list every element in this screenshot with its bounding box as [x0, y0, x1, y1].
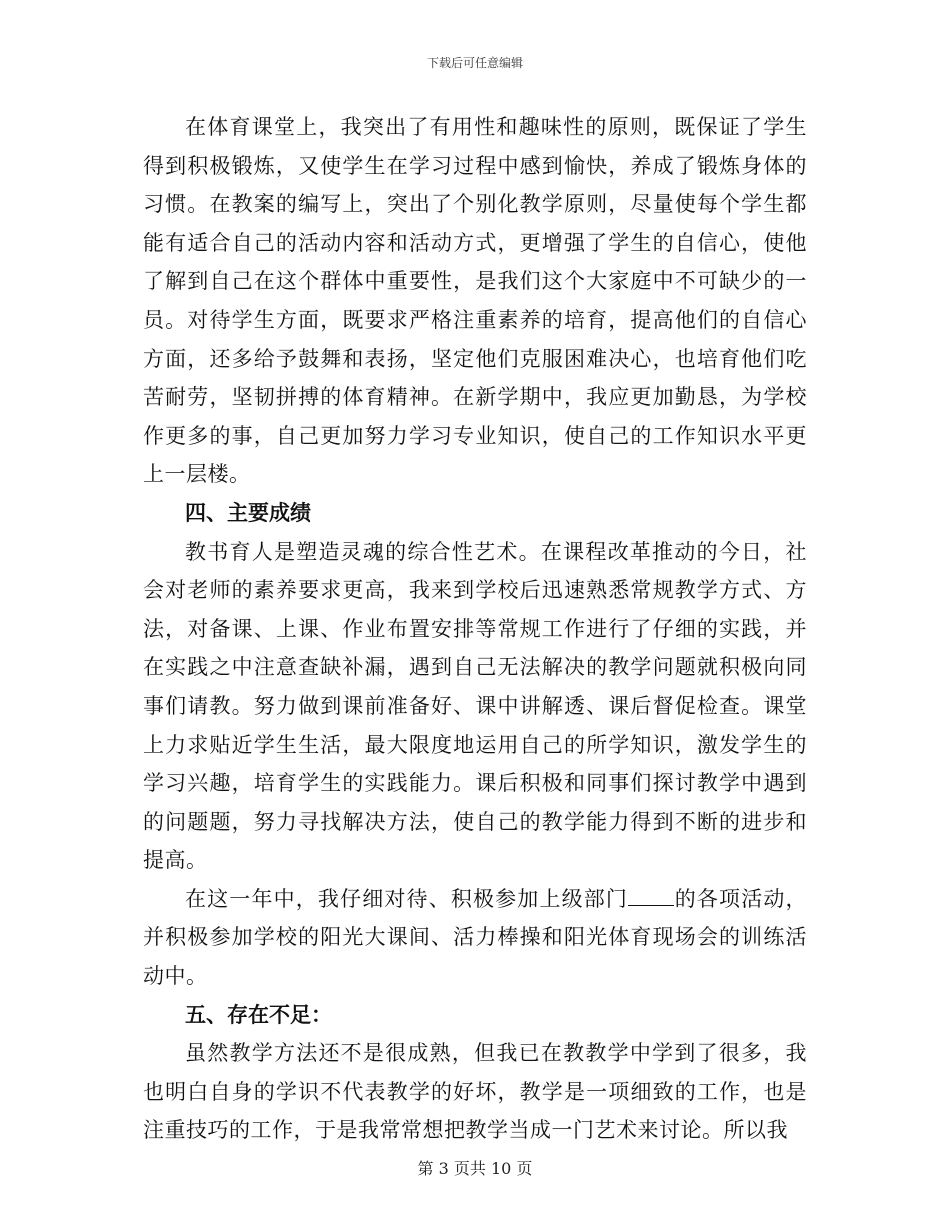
blank-underline	[628, 887, 674, 906]
paragraph-pe-class: 在体育课堂上，我突出了有用性和趣味性的原则，既保证了学生得到积极锻炼，又使学生在学习过程中感到愉快，养成了锻炼身体的习惯。在教案的编写上，突出了个别化教学原则，尽量使每个学生都能有适合自己的活动内容和活动方式，更增强了学生的自信心，使他了解到自己在这个群体中重要性，是我们这个大家庭中不可缺少的一员。对待学生方面，既要求严格注重素养的培育，提高他们的自信心方面，还多给予鼓舞和表扬，坚定他们克服困难决心，也培育他们吃苦耐劳，坚韧拼搏的体育精神。在新学期中，我应更加勤恳，为学校作更多的事，自己更加努力学习专业知识，使自己的工作知识水平更上一层楼。	[143, 115, 807, 487]
section-heading-achievements: 四、主要成绩	[185, 500, 311, 525]
page-header: 下载后可任意编辑	[426, 56, 523, 70]
paragraph-activities	[143, 880, 807, 996]
section-heading-shortcomings: 五、存在不足：	[185, 1002, 332, 1027]
document-body	[143, 108, 807, 1150]
paragraph-activities-part1: 在这一年中，我仔细对待、积极参加上级部门	[185, 886, 629, 911]
page-footer: 第 3 页共 10 页	[417, 1159, 533, 1178]
paragraph-activities-part2: 的各项活动，并积极参加学校的阳光大课间、活力棒操和阳光体育现场会的训练活动中。	[143, 886, 808, 989]
paragraph-achievements: 教书育人是塑造灵魂的综合性艺术。在课程改革推动的今日，社会对老师的素养要求更高，我来到学校后迅速熟悉常规教学方式、方法，对备课、上课、作业布置安排等常规工作进行了仔细的实践，并在实践之中注意查缺补漏，遇到自己无法解决的教学问题就积极向同事们请教。努力做到课前准备好、课中讲解透、课后督促检查。课堂上力求贴近学生生活，最大限度地运用自己的所学知识，激发学生的学习兴趣，培育学生的实践能力。课后积极和同事们探讨教学中遇到的问题题，努力寻找解决方法，使自己的教学能力得到不断的进步和提高。	[143, 539, 807, 873]
paragraph-shortcomings: 虽然教学方法还不是很成熟，但我已在教教学中学到了很多，我也明白自身的学识不代表教学的好坏，教学是一项细致的工作，也是注重技巧的工作，于是我常常想把教学当成一门艺术来讨论。所以我	[143, 1041, 807, 1143]
